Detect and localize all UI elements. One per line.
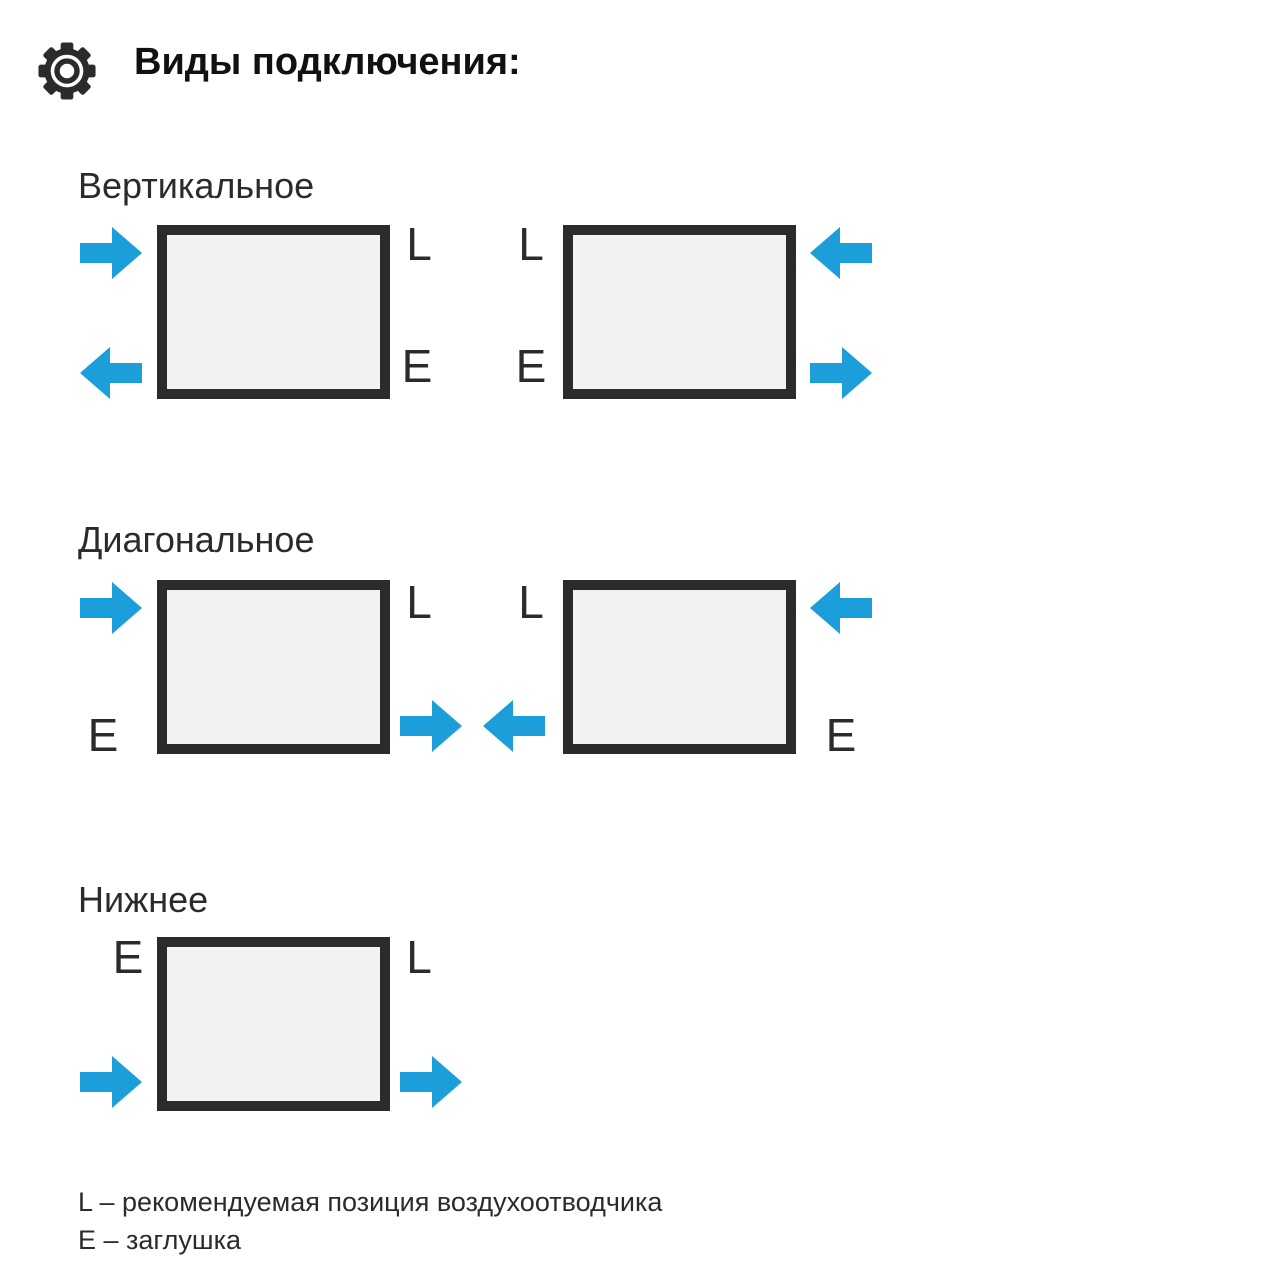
section-title-vertical: Вертикальное <box>78 165 315 206</box>
flow-out-arrow-icon <box>483 700 545 752</box>
flow-out-arrow-icon <box>80 347 142 399</box>
air-vent-letter: L <box>406 576 432 628</box>
plug-letter: E <box>401 340 433 392</box>
radiator-body <box>157 580 390 754</box>
flow-out-arrow-icon <box>810 347 872 399</box>
plug-letter: E <box>112 931 144 983</box>
plug-letter: E <box>515 340 547 392</box>
radiator-body <box>157 225 390 399</box>
radiator-body <box>157 937 390 1111</box>
flow-in-arrow-icon <box>810 582 872 634</box>
air-vent-letter: L <box>406 931 432 983</box>
section-title-bottom: Нижнее <box>78 879 209 920</box>
legend-air-vent-line: L – рекомендуемая позиция воздухоотводчика <box>78 1187 663 1217</box>
section-title-diagonal: Диагональное <box>78 519 315 560</box>
radiator-body <box>563 580 796 754</box>
plug-letter: E <box>87 709 119 761</box>
legend <box>78 1183 662 1259</box>
flow-in-arrow-icon <box>80 227 142 279</box>
flow-out-arrow-icon <box>400 700 462 752</box>
flow-in-arrow-icon <box>80 582 142 634</box>
flow-out-arrow-icon <box>400 1056 462 1108</box>
plug-letter: E <box>825 709 857 761</box>
flow-in-arrow-icon <box>80 1056 142 1108</box>
air-vent-letter: L <box>406 218 432 270</box>
flow-in-arrow-icon <box>810 227 872 279</box>
radiator-body <box>563 225 796 399</box>
gear-icon <box>38 42 96 100</box>
page-title: Виды подключения: <box>134 41 521 83</box>
air-vent-letter: L <box>518 576 544 628</box>
air-vent-letter: L <box>518 218 544 270</box>
legend-plug-line: E – заглушка <box>78 1225 242 1255</box>
